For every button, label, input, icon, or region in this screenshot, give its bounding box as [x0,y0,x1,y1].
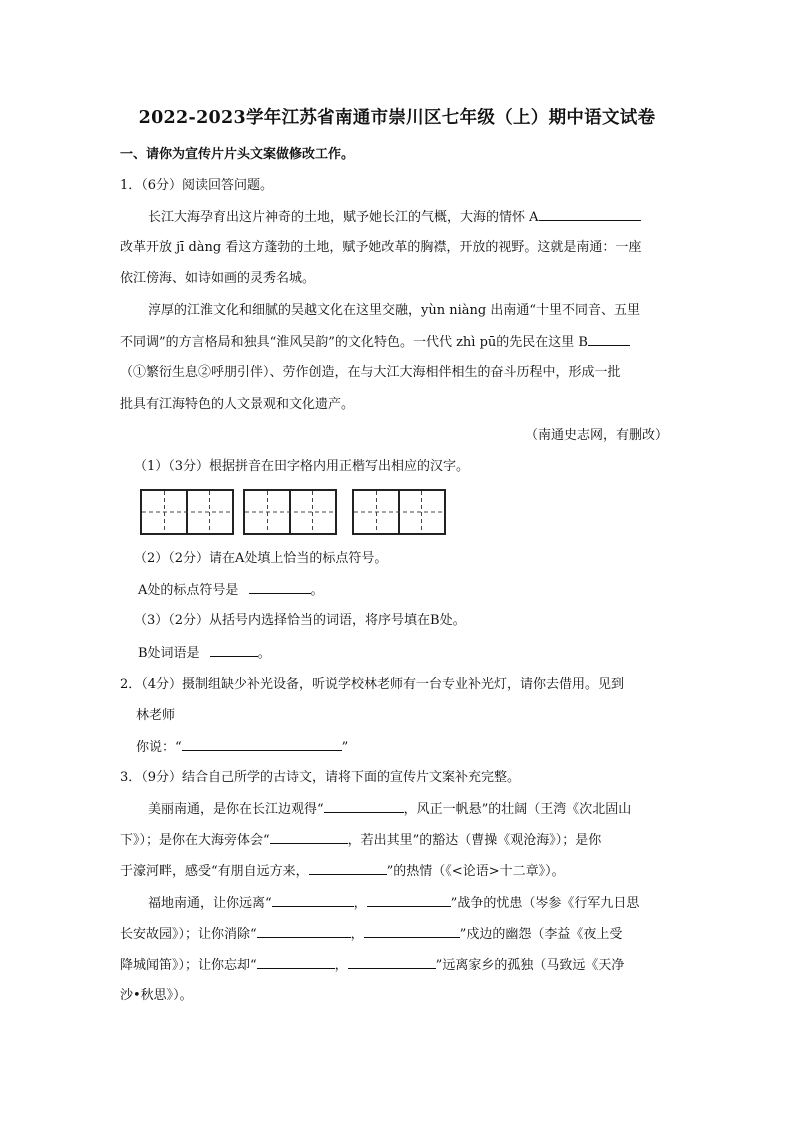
blank-a[interactable] [539,208,641,221]
q1-passage-line: 改革开放 jī dàng 看这方蓬勃的土地，赋予她改革的胸襟，开放的视野。这就是南通：一座 [120,240,642,255]
tianzige-grid-1[interactable] [140,489,234,535]
q3-text: 降城闻笛》）；让你忘却“ [120,958,257,973]
q1-passage-line [148,208,641,227]
poem-blank[interactable] [272,894,354,907]
sub-question-2-answer [138,581,324,600]
sub-question-2: （2）（2分）请在A处填上恰当的标点符号。 [134,551,388,566]
q1-passage-line [120,333,630,352]
q3-text: 长安故园》）；让你消除“ [120,927,257,942]
answer-suffix: 。 [310,583,324,598]
poem-blank[interactable] [257,925,351,938]
q3-text: 美丽南通，是你在长江边观得“ [148,802,324,817]
q3-text: ，若出其里”的豁达（曹操《观沧海》）；是你 [347,833,602,848]
say-suffix: ” [341,740,349,755]
q1-passage-text: 长江大海孕育出这片神奇的土地，赋予她长江的气概，大海的情怀 A [148,210,539,225]
poem-blank[interactable] [364,925,460,938]
question-2-line: 2．（4分）摄制组缺少补光设备，听说学校林老师有一台专业补光灯，请你去借用。见到 [120,677,625,692]
q3-line [148,800,631,819]
question-2-say [136,738,348,757]
poem-blank[interactable] [309,862,387,875]
answer-label: B处词语是 [138,646,200,661]
poem-blank[interactable] [324,800,404,813]
q3-text: 于濠河畔，感受“有朋自远方来， [120,864,309,879]
q3-text: ”戍边的幽怨（李益《夜上受 [459,927,623,942]
poem-blank[interactable] [348,956,436,969]
section-heading: 一、请你为宣传片片头文案做修改工作。 [120,147,355,162]
source-note: （南通史志网，有删改） [524,428,668,443]
q3-text: ”远离家乡的孤独（马致远《天净 [435,958,625,973]
sub-question-1: （1）（3分）根据拼音在田字格内用正楷写出相应的汉字。 [134,459,470,474]
q3-text: ”的热情（《<论语>十二章》）。 [386,864,565,879]
answer-blank-a[interactable] [249,581,311,594]
question-1-header: 1．（6分）阅读回答问题。 [120,178,274,193]
q3-text: ，风正一帆悬”的壮阔（王湾《次北固山 [403,802,632,817]
q3-text: 下》）；是你在大海旁体会“ [120,833,270,848]
q1-passage-line: （①繁衍生息②呼朋引伴）、劳作创造，在与大江大海相伴相生的奋斗历程中，形成一批 [120,365,621,380]
q3-text: ， [334,958,348,973]
blank-b[interactable] [588,333,630,346]
poem-blank[interactable] [270,831,348,844]
q1-passage-line: 淳厚的江淮文化和细腻的吴越文化在这里交融，yùn niàng 出南通“十里不同音、五里 [148,303,640,318]
q3-line: 沙•秋思》）。 [120,988,193,1003]
say-label: 你说：“ [136,740,182,755]
q1-passage-line: 批具有江海特色的人文景观和文化遗产。 [120,397,355,412]
q3-line [120,956,624,975]
answer-suffix: 。 [257,646,271,661]
sub-question-3: （3）（2分）从括号内选择恰当的词语，将序号填在B处。 [134,613,466,628]
q3-text: ， [350,927,364,942]
tianzige-grid-2[interactable] [243,489,337,535]
poem-blank[interactable] [367,894,451,907]
question-3-header: 3．（9分）结合自己所学的古诗文，请将下面的宣传片文案补充完整。 [120,770,521,785]
answer-blank-b[interactable] [210,644,258,657]
q3-line [120,862,565,881]
tianzige-grid-3[interactable] [352,489,446,535]
q3-line [148,894,639,913]
q3-line [120,925,622,944]
say-blank[interactable] [182,738,342,751]
q3-text: ”战争的忧患（岑参《行军九日思 [450,896,640,911]
question-2-line: 林老师 [136,708,176,723]
q3-text: 福地南通，让你远离“ [148,896,272,911]
q1-passage-line: 依江傍海、如诗如画的灵秀名城。 [120,271,316,286]
answer-label: A处的标点符号是 [138,583,239,598]
q3-line [120,831,601,850]
page-title: 2022-2023学年江苏省南通市崇川区七年级（上）期中语文试卷 [138,108,656,128]
sub-question-3-answer [138,644,271,663]
poem-blank[interactable] [257,956,335,969]
q1-passage-text: 不同调”的方言格局和独具“淮风吴韵”的文化特色。一代代 zhì pū的先民在这里 B [120,335,588,350]
q3-text: ， [353,896,367,911]
